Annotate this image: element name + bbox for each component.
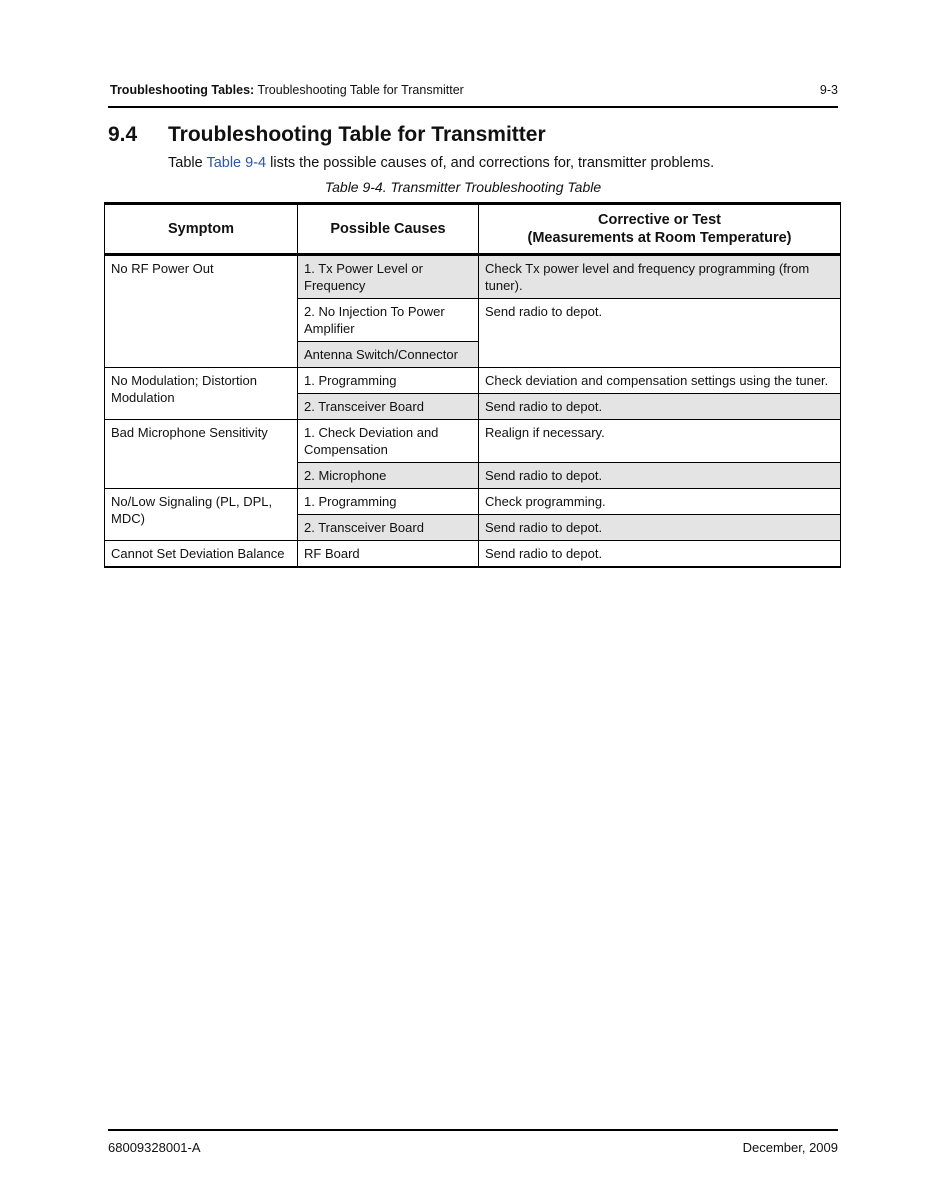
table-reference-link[interactable]: Table 9-4 — [206, 155, 267, 171]
symptom-cell: Bad Microphone Sensitivity — [105, 420, 298, 489]
intro-suffix: lists the possible causes of, and corrections for, transmitter problems. — [266, 155, 715, 171]
action-cell: Send radio to depot. — [479, 541, 841, 568]
document-number: 68009328001-A — [108, 1140, 201, 1155]
header-corrective — [479, 204, 841, 255]
cause-cell: 1. Check Deviation and Compensation — [298, 420, 479, 463]
symptom-cell: No Modulation; Distortion Modulation — [105, 368, 298, 420]
section-title: Troubleshooting Table for Transmitter — [168, 123, 546, 146]
cause-cell: 2. Transceiver Board — [298, 394, 479, 420]
table-row — [105, 255, 841, 299]
section-number: 9.4 — [108, 123, 138, 146]
action-cell: Send radio to depot. — [479, 515, 841, 541]
action-cell: Send radio to depot. — [479, 463, 841, 489]
symptom-cell: No/Low Signaling (PL, DPL, MDC) — [105, 489, 298, 541]
header-label — [110, 83, 464, 97]
cause-cell: RF Board — [298, 541, 479, 568]
table-row — [105, 489, 841, 515]
intro-prefix: Table — [168, 155, 207, 171]
header-label-bold: Troubleshooting Tables: — [110, 83, 255, 97]
header-label-rest: Troubleshooting Table for Transmitter — [257, 83, 464, 97]
troubleshooting-table — [104, 202, 841, 568]
cause-cell: 1. Programming — [298, 489, 479, 515]
table-row — [105, 541, 841, 568]
document-date: December, 2009 — [742, 1140, 838, 1155]
page-header — [108, 83, 838, 101]
action-cell: Send radio to depot. — [479, 299, 841, 368]
header-possible-causes: Possible Causes — [298, 204, 479, 255]
action-cell: Check programming. — [479, 489, 841, 515]
table-row — [105, 420, 841, 463]
table-header-row — [105, 204, 841, 255]
cause-cell: 2. Microphone — [298, 463, 479, 489]
header-corrective-line2: (Measurements at Room Temperature) — [527, 230, 792, 246]
header-symptom: Symptom — [105, 204, 298, 255]
cause-cell: 2. No Injection To Power Amplifier — [298, 299, 479, 342]
action-cell: Realign if necessary. — [479, 420, 841, 463]
action-cell: Check deviation and compensation settings using the tuner. — [479, 368, 841, 394]
page-number: 9-3 — [819, 83, 838, 97]
cause-cell: 2. Transceiver Board — [298, 515, 479, 541]
section-intro — [168, 155, 714, 171]
cause-cell: 1. Programming — [298, 368, 479, 394]
footer-rule — [108, 1129, 838, 1131]
cause-cell: Antenna Switch/Connector — [298, 342, 479, 368]
action-cell: Send radio to depot. — [479, 394, 841, 420]
table-row — [105, 368, 841, 394]
cause-cell: 1. Tx Power Level or Frequency — [298, 255, 479, 299]
symptom-cell: Cannot Set Deviation Balance — [105, 541, 298, 568]
action-cell: Check Tx power level and frequency programming (from tuner). — [479, 255, 841, 299]
table-caption: Table 9-4. Transmitter Troubleshooting Table — [324, 179, 602, 195]
symptom-cell: No RF Power Out — [105, 255, 298, 368]
header-rule — [108, 106, 838, 108]
header-corrective-line1: Corrective or Test — [597, 212, 722, 228]
